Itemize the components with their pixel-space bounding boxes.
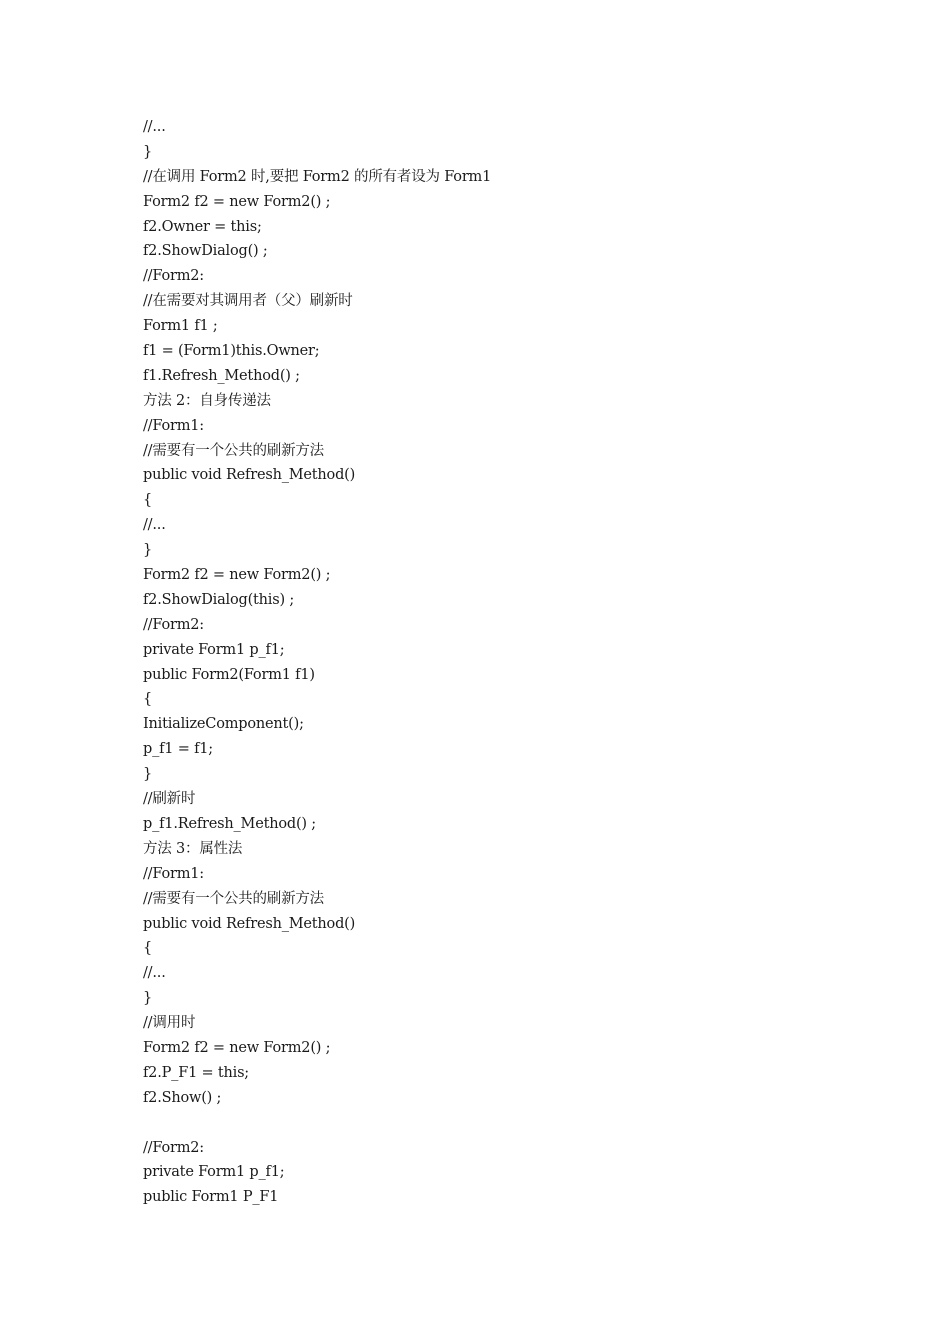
text-line: f1 = (Form1)this.Owner; bbox=[143, 343, 320, 360]
text-line: public Form2(Form1 f1) bbox=[143, 666, 315, 683]
text-line: //刷新时 bbox=[143, 791, 196, 808]
text-line: f2.ShowDialog(this) ; bbox=[143, 591, 295, 608]
text-line: private Form1 p_f1; bbox=[143, 1164, 285, 1181]
text-line: f2.P_F1 = this; bbox=[143, 1064, 249, 1081]
text-line: Form2 f2 = new Form2() ; bbox=[143, 1039, 331, 1056]
text-line: f1.Refresh_Method() ; bbox=[143, 367, 300, 384]
text-line: } bbox=[143, 766, 153, 783]
text-line: //Form2: bbox=[143, 616, 204, 633]
text-line: InitializeComponent(); bbox=[143, 716, 304, 733]
text-line: //... bbox=[143, 965, 166, 982]
text-line: public Form1 P_F1 bbox=[143, 1189, 279, 1206]
text-line: public void Refresh_Method() bbox=[143, 467, 356, 484]
text-line: p_f1 = f1; bbox=[143, 741, 213, 758]
text-line: //需要有一个公共的刷新方法 bbox=[143, 442, 324, 459]
text-line: f2.Show() ; bbox=[143, 1089, 222, 1106]
text-line: { bbox=[143, 691, 153, 708]
text-line: { bbox=[143, 492, 153, 509]
text-line: //... bbox=[143, 119, 166, 135]
code-text-block bbox=[143, 115, 903, 1210]
text-line: //... bbox=[143, 517, 166, 534]
text-line: p_f1.Refresh_Method() ; bbox=[143, 815, 316, 832]
text-line: { bbox=[143, 940, 153, 957]
text-line: //Form1: bbox=[143, 417, 204, 434]
section-heading: 方法 2：自身传递法 bbox=[143, 392, 271, 409]
text-line: //Form2: bbox=[143, 268, 204, 285]
text-line: //需要有一个公共的刷新方法 bbox=[143, 890, 324, 907]
text-line: } bbox=[143, 990, 153, 1007]
text-line: Form2 f2 = new Form2() ; bbox=[143, 193, 331, 210]
text-line: //Form2: bbox=[143, 1139, 204, 1156]
text-line: f2.Owner = this; bbox=[143, 218, 262, 235]
text-line: private Form1 p_f1; bbox=[143, 641, 285, 658]
text-line: public void Refresh_Method() bbox=[143, 915, 356, 932]
section-heading: 方法 3：属性法 bbox=[143, 840, 243, 857]
text-line: //在需要对其调用者（父）刷新时 bbox=[143, 293, 353, 310]
blank-line bbox=[143, 1111, 903, 1136]
text-line: //Form1: bbox=[143, 865, 204, 882]
text-line: } bbox=[143, 542, 153, 559]
text-line: //在调用 Form2 时,要把 Form2 的所有者设为 Form1 bbox=[143, 168, 492, 185]
text-line: //调用时 bbox=[143, 1015, 196, 1032]
text-line: f2.ShowDialog() ; bbox=[143, 243, 268, 260]
text-line: } bbox=[143, 143, 153, 160]
text-line: Form1 f1 ; bbox=[143, 318, 218, 335]
text-line: Form2 f2 = new Form2() ; bbox=[143, 567, 331, 584]
